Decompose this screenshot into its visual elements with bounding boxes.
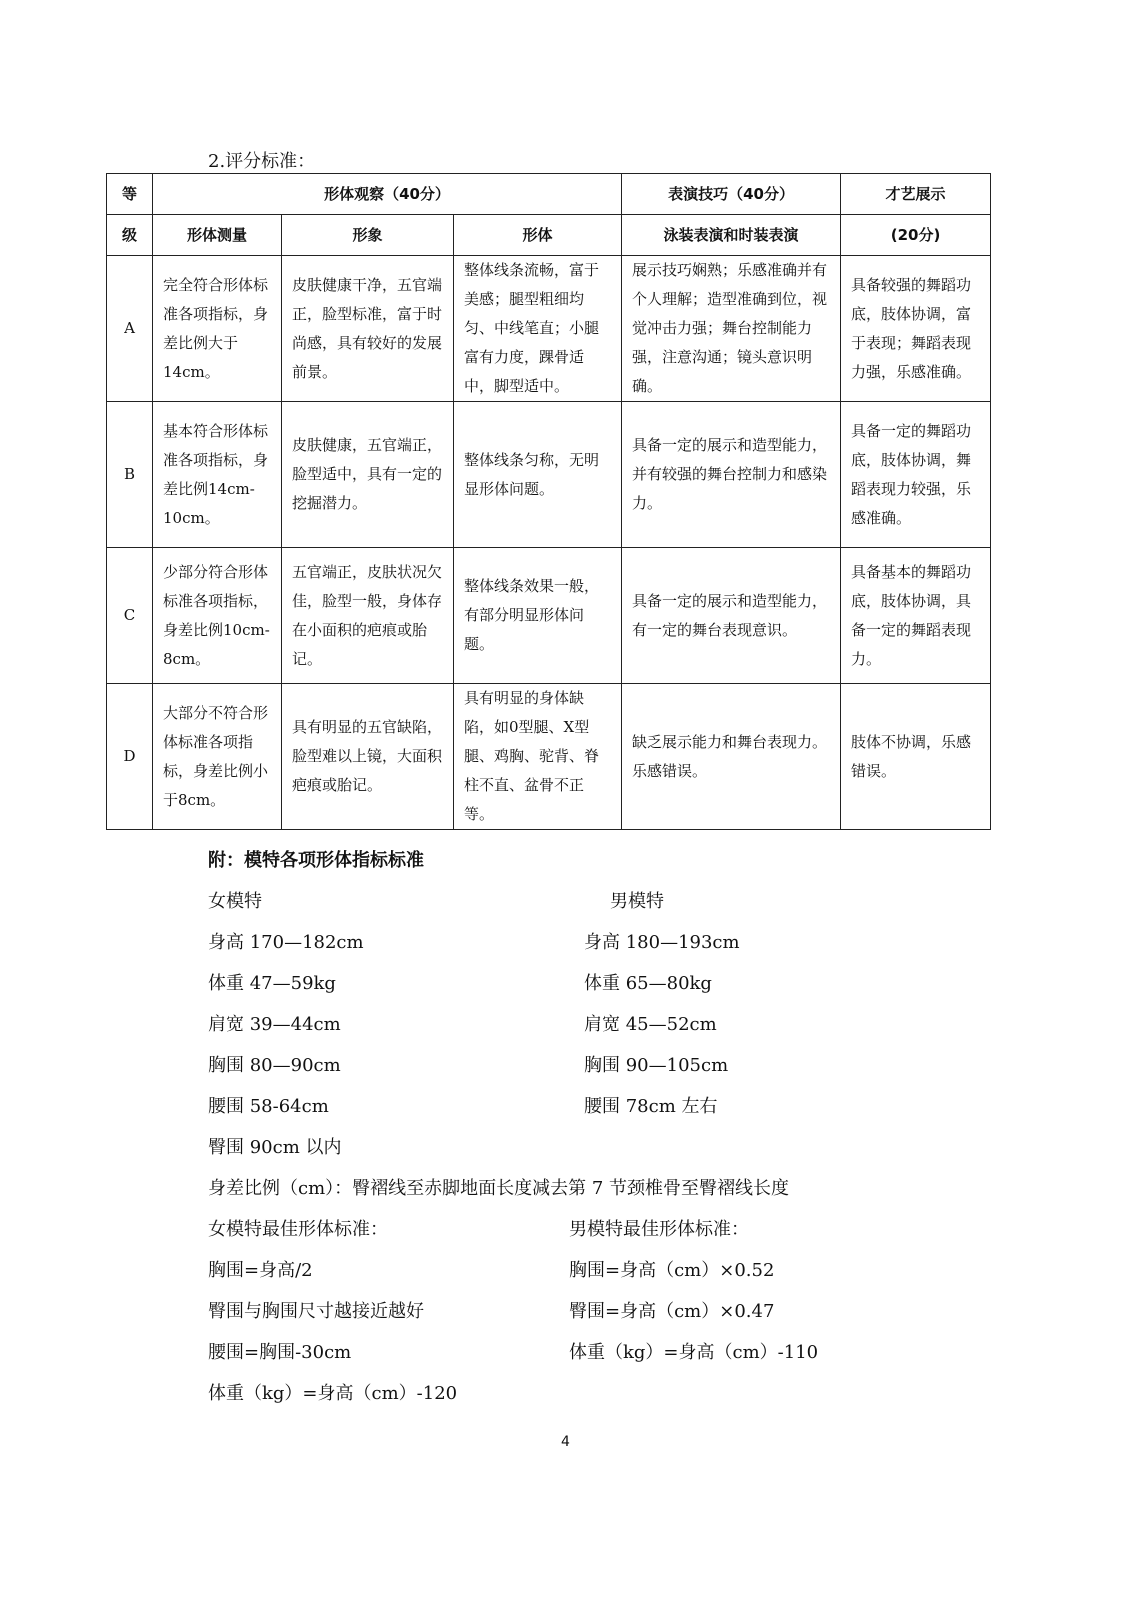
female-item: 体重 47—59kg bbox=[208, 973, 336, 994]
measure-cell: 大部分不符合形体标准各项指标，身差比例小于8cm。 bbox=[153, 684, 282, 830]
header-talent: 才艺展示 bbox=[841, 174, 991, 215]
grade-cell: C bbox=[107, 548, 153, 684]
measure-cell: 基本符合形体标准各项指标，身差比例14cm-10cm。 bbox=[153, 402, 282, 548]
grade-cell: A bbox=[107, 256, 153, 402]
male-item: 胸围 90—105cm bbox=[584, 1055, 729, 1076]
table-row bbox=[107, 684, 991, 830]
female-item: 胸围 80—90cm bbox=[208, 1055, 341, 1076]
section-title: 2.评分标准： bbox=[208, 151, 316, 172]
performance-cell: 具备一定的展示和造型能力，并有较强的舞台控制力和感染力。 bbox=[622, 402, 841, 548]
talent-cell: 具备较强的舞蹈功底，肢体协调，富于表现；舞蹈表现力强，乐感准确。 bbox=[841, 256, 991, 402]
physique-cell: 整体线条匀称，无明显形体问题。 bbox=[454, 402, 622, 548]
scoring-table bbox=[106, 173, 991, 830]
ratio-definition: 身差比例（cm）：臀褶线至赤脚地面长度减去第 7 节颈椎骨至臀褶线长度 bbox=[208, 1178, 790, 1199]
table-row bbox=[107, 548, 991, 684]
male-item: 腰围 78cm 左右 bbox=[584, 1096, 718, 1117]
table-row bbox=[107, 256, 991, 402]
header-level-top: 等 bbox=[107, 174, 153, 215]
talent-cell: 具备基本的舞蹈功底，肢体协调，具备一定的舞蹈表现力。 bbox=[841, 548, 991, 684]
talent-cell: 具备一定的舞蹈功底，肢体协调，舞蹈表现力较强，乐感准确。 bbox=[841, 402, 991, 548]
female-best-item: 体重（kg）=身高（cm）-120 bbox=[208, 1383, 458, 1404]
female-best-item: 臀围与胸围尺寸越接近越好 bbox=[208, 1301, 424, 1322]
female-item: 肩宽 39—44cm bbox=[208, 1014, 341, 1035]
female-label: 女模特 bbox=[208, 891, 262, 912]
performance-cell: 缺乏展示能力和舞台表现力。乐感错误。 bbox=[622, 684, 841, 830]
female-item: 臀围 90cm 以内 bbox=[208, 1137, 342, 1158]
image-cell: 皮肤健康，五官端正，脸型适中，具有一定的挖掘潜力。 bbox=[282, 402, 454, 548]
header-skill: 表演技巧（40分） bbox=[622, 174, 841, 215]
performance-cell: 展示技巧娴熟；乐感准确并有个人理解；造型准确到位，视觉冲击力强；舞台控制能力强，注意沟通；镜头意识明确。 bbox=[622, 256, 841, 402]
female-best-item: 腰围=胸围-30cm bbox=[208, 1342, 352, 1363]
female-best-item: 胸围=身高/2 bbox=[208, 1260, 313, 1281]
male-item: 肩宽 45—52cm bbox=[584, 1014, 717, 1035]
image-cell: 具有明显的五官缺陷，脸型难以上镜，大面积疤痕或胎记。 bbox=[282, 684, 454, 830]
physique-cell: 整体线条效果一般，有部分明显形体问题。 bbox=[454, 548, 622, 684]
appendix-title: 附：模特各项形体指标标准 bbox=[208, 850, 424, 871]
male-label: 男模特 bbox=[610, 891, 664, 912]
male-best-item: 臀围=身高（cm）×0.47 bbox=[569, 1301, 775, 1322]
header-physique: 形体 bbox=[454, 215, 622, 256]
header-image: 形象 bbox=[282, 215, 454, 256]
header-measure: 形体测量 bbox=[153, 215, 282, 256]
female-item: 腰围 58-64cm bbox=[208, 1096, 329, 1117]
page-number: 4 bbox=[561, 1434, 570, 1450]
measure-cell: 完全符合形体标准各项指标，身差比例大于14cm。 bbox=[153, 256, 282, 402]
measure-cell: 少部分符合形体标准各项指标，身差比例10cm-8cm。 bbox=[153, 548, 282, 684]
grade-cell: D bbox=[107, 684, 153, 830]
female-best-title: 女模特最佳形体标准： bbox=[208, 1219, 388, 1240]
male-best-title: 男模特最佳形体标准： bbox=[569, 1219, 749, 1240]
physique-cell: 具有明显的身体缺陷，如0型腿、X型腿、鸡胸、驼背、脊柱不直、盆骨不正等。 bbox=[454, 684, 622, 830]
physique-cell: 整体线条流畅，富于美感；腿型粗细均匀、中线笔直；小腿富有力度，踝骨适中，脚型适中。 bbox=[454, 256, 622, 402]
talent-cell: 肢体不协调，乐感错误。 bbox=[841, 684, 991, 830]
grade-cell: B bbox=[107, 402, 153, 548]
image-cell: 皮肤健康干净，五官端正，脸型标准，富于时尚感，具有较好的发展前景。 bbox=[282, 256, 454, 402]
header-level-bottom: 级 bbox=[107, 215, 153, 256]
header-observation: 形体观察（40分） bbox=[153, 174, 622, 215]
header-performance: 泳装表演和时装表演 bbox=[622, 215, 841, 256]
female-item: 身高 170—182cm bbox=[208, 932, 364, 953]
male-item: 体重 65—80kg bbox=[584, 973, 712, 994]
performance-cell: 具备一定的展示和造型能力，有一定的舞台表现意识。 bbox=[622, 548, 841, 684]
male-item: 身高 180—193cm bbox=[584, 932, 740, 953]
image-cell: 五官端正，皮肤状况欠佳，脸型一般，身体存在小面积的疤痕或胎记。 bbox=[282, 548, 454, 684]
male-best-item: 体重（kg）=身高（cm）-110 bbox=[569, 1342, 819, 1363]
table-row bbox=[107, 402, 991, 548]
male-best-item: 胸围=身高（cm）×0.52 bbox=[569, 1260, 775, 1281]
header-talent-points: (20分) bbox=[841, 215, 991, 256]
